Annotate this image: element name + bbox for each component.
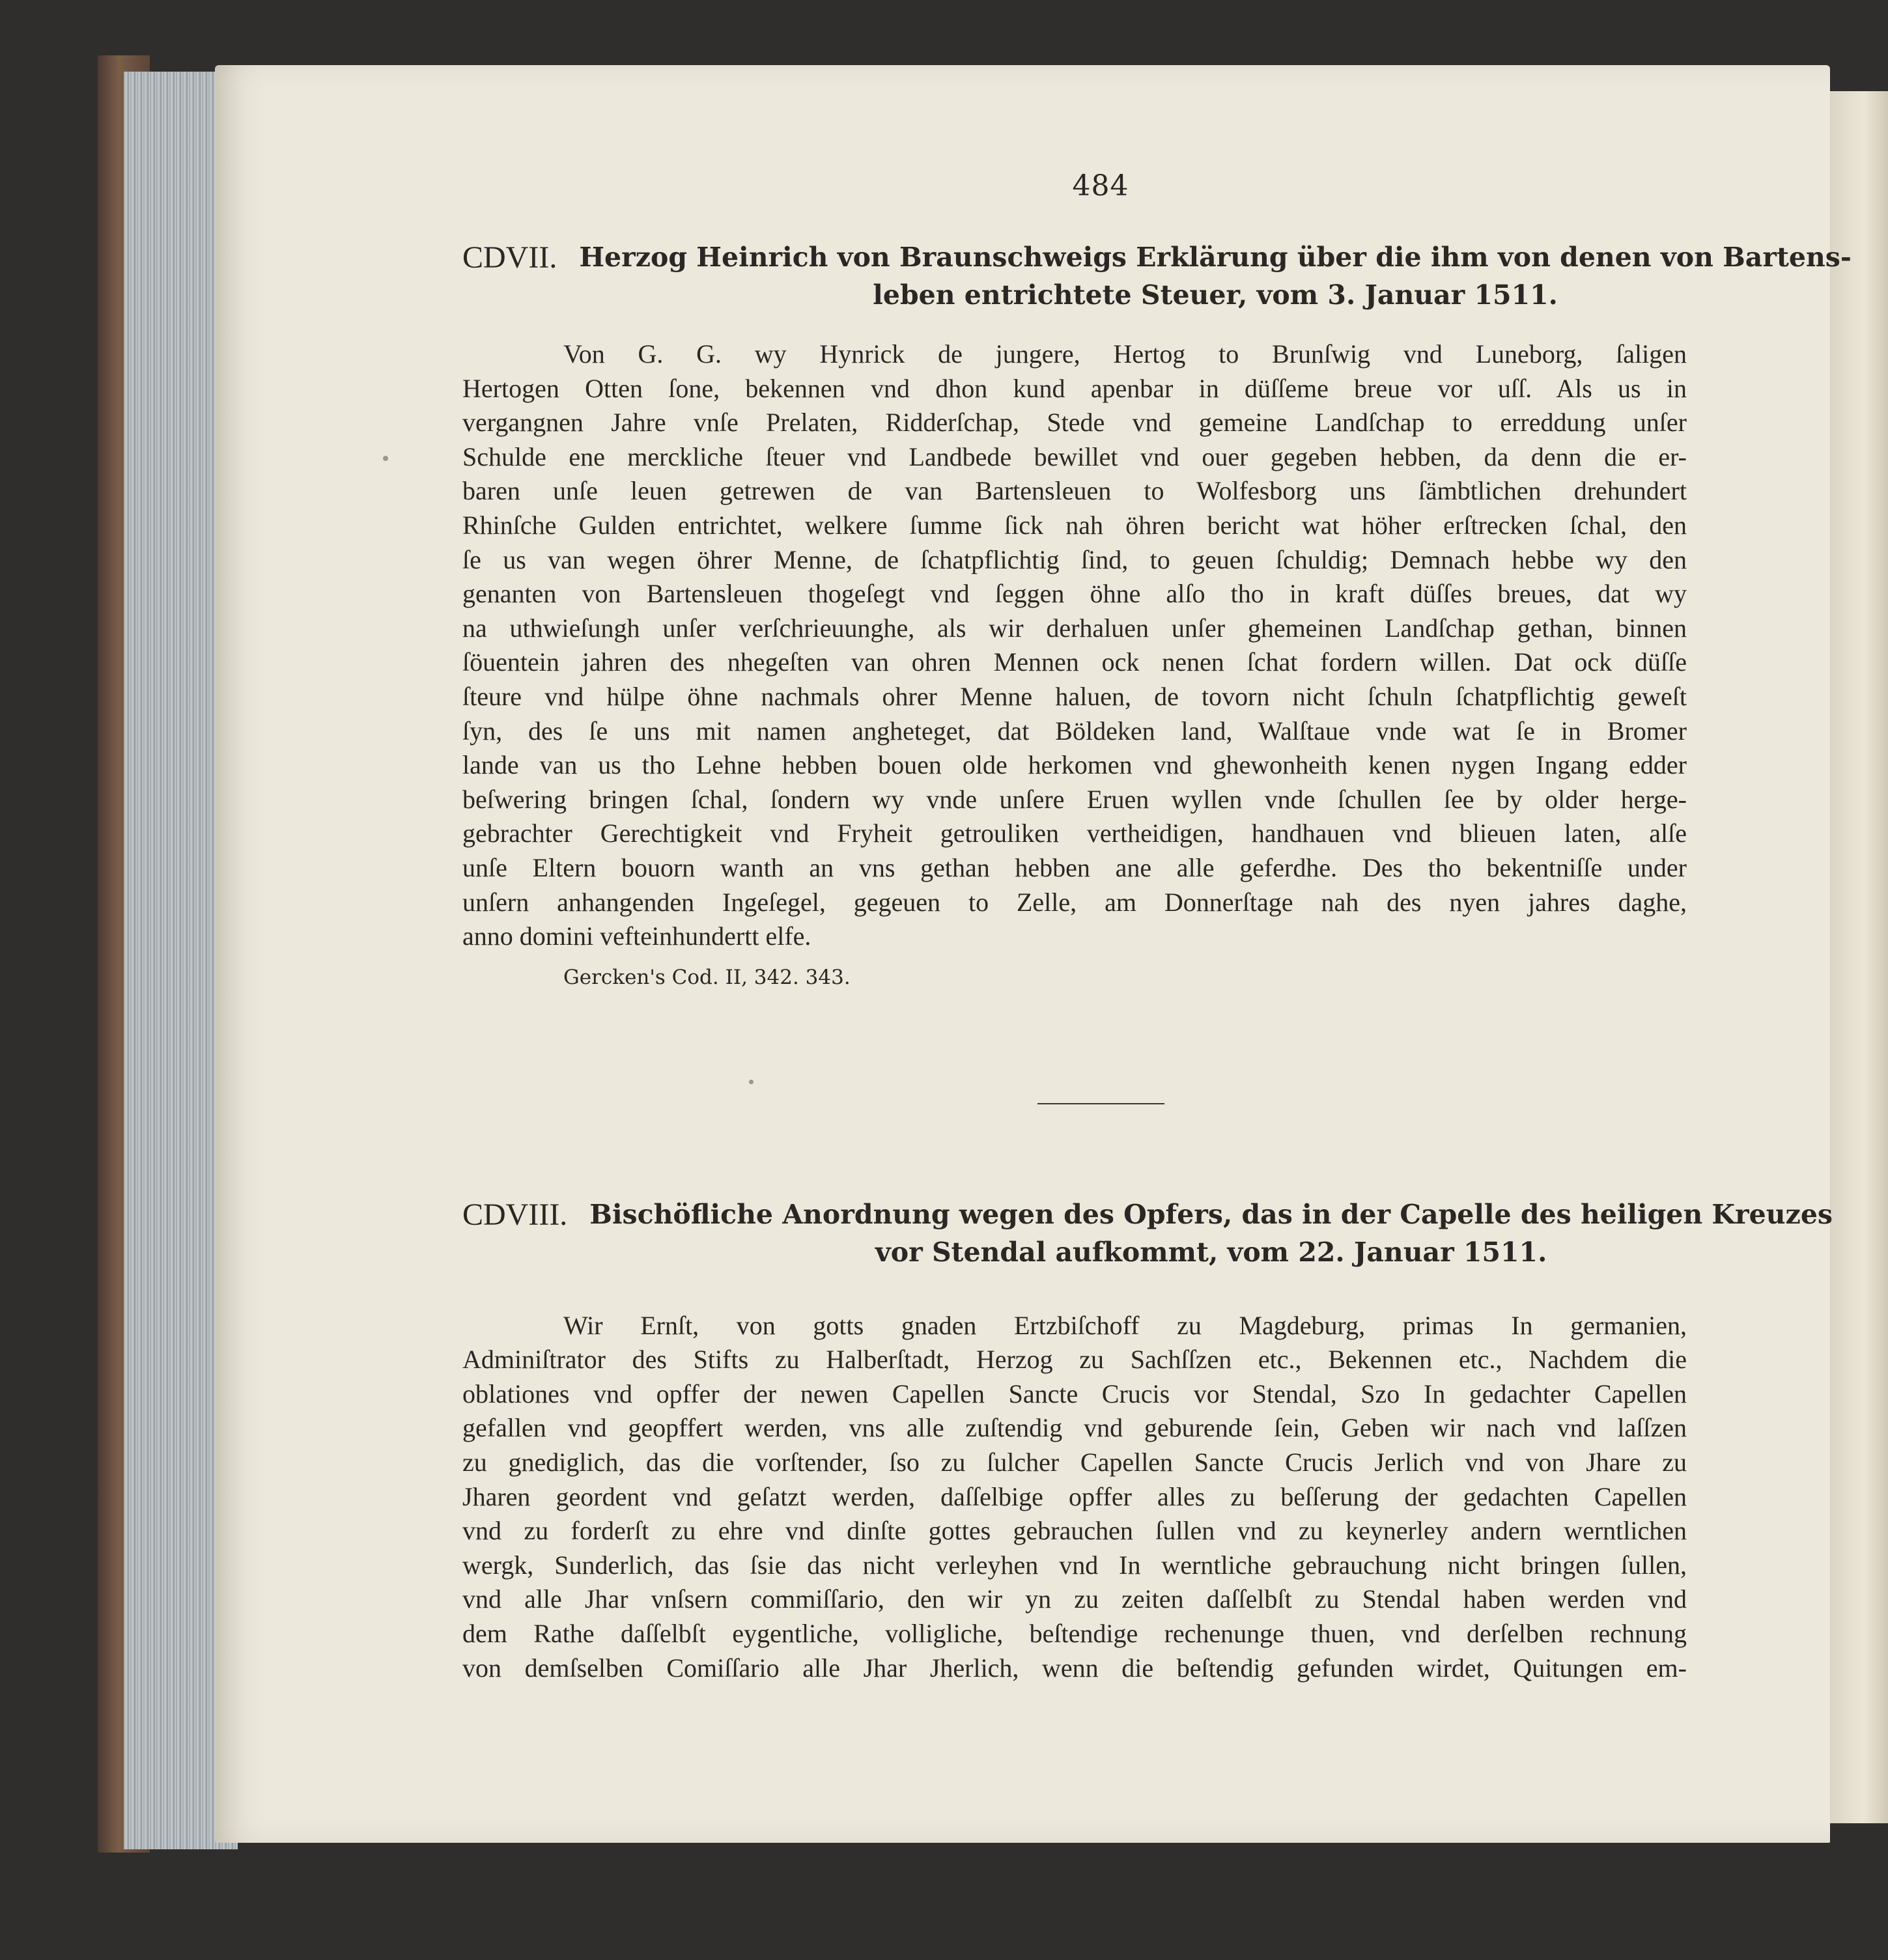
text-line: von demſselben Comiſſario alle Jhar Jherlich, wenn die beſtendig gefunden wirdet, Quitungen em- (462, 1653, 1687, 1683)
text-line: genanten von Bartensleuen thogeſegt vnd ſeggen öhne alſo tho in kraft düſſes breues, dat wy (462, 579, 1687, 609)
document-title (579, 238, 1852, 314)
facing-page-edge (1827, 91, 1888, 1823)
text-line: unſe Eltern bouorn wanth an vns gethan hebben ane alle geferdhe. Des tho bekentniſſe under (462, 852, 1687, 882)
title-line: Bischöfliche Anordnung wegen des Opfers, das in der Capelle des heiligen Kreuzes (589, 1198, 1833, 1230)
text-line: Hertogen Otten ſone, bekennen vnd dhon kund apenbar in düſſeme breue vor uſſ. Als us in (462, 373, 1687, 403)
document-body (462, 1309, 1687, 1686)
text-line: vnd zu forderſt zu ehre vnd dinſte gottes gebrauchen ſullen vnd zu keynerley andern werntlichen (462, 1516, 1687, 1546)
text-line: zu gnediglich, das die vorſtender, ſso zu ſulcher Capellen Sancte Crucis Jerlich vnd von Jhare zu (462, 1448, 1687, 1477)
text-line: beſwering bringen ſchal, ſondern wy vnde unſere Eruen wyllen vnde ſchullen ſee by older herge- (462, 784, 1687, 814)
document-number: CDVII. (462, 240, 557, 275)
text-line: oblationes vnd opffer der newen Capellen Sancte Crucis vor Stendal, Szo In gedachter Capellen (462, 1379, 1687, 1408)
text-line: Jharen geordent vnd geſatzt werden, daſſelbige opffer alles zu beſſerung der gedachten Capellen (462, 1481, 1687, 1511)
document-body (462, 337, 1687, 954)
text-line: Wir Ernſt, von gotts gnaden Ertzbiſchoff zu Magdeburg, primas In germanien, (563, 1310, 1687, 1340)
section-divider (1037, 1103, 1164, 1104)
text-line: Schulde ene merckliche ſteuer vnd Landbede bewillet vnd ouer gegeben hebben, da denn die er- (462, 441, 1687, 471)
document-number: CDVIII. (462, 1197, 568, 1232)
text-line: ſe us van wegen öhrer Menne, de ſchatpflichtig ſind, to geuen ſchuldig; Demnach hebbe wy den (462, 544, 1687, 574)
text-line: wergk, Sunderlich, das ſsie das nicht verleyhen vnd In werntliche gebrauchung nicht bringen ſullen, (462, 1550, 1687, 1580)
text-line: Von G. G. wy Hynrick de jungere, Hertog to Brunſwig vnd Luneborg, ſaligen (563, 339, 1687, 369)
text-line: Adminiſtrator des Stifts zu Halberſtadt, Herzog zu Sachſſzen etc., Bekennen etc., Nachdem die (462, 1345, 1687, 1375)
text-line: ſöuentein jahren des nhegeſten van ohren Mennen ock nenen ſchat fordern willen. Dat ock düſſe (462, 647, 1687, 677)
document-heading (462, 1196, 1833, 1271)
text-line: dem Rathe daſſelbſt eygentliche, volligliche, beſtendige rechenunge thuen, vnd derſelben rechnung (462, 1619, 1687, 1649)
paper-speck (749, 1080, 754, 1084)
document-cdviii (462, 1196, 1833, 1686)
page-number: 484 (1072, 169, 1129, 203)
text-line: na uthwieſungh unſer verſchrieuunghe, als wir derhaluen unſer ghemeinen Landſchap gethan, binnen (462, 613, 1687, 643)
text-line: ſyn, des ſe uns mit namen angheteget, dat Böldeken land, Walſtaue vnde wat ſe in Bromer (462, 716, 1687, 746)
title-line: vor Stendal aufkommt, vom 22. Januar 1511. (875, 1236, 1547, 1268)
text-line: anno domini vefteinhundertt elfe. (462, 921, 811, 951)
text-line: baren unſe leuen getrewen de van Bartensleuen to Wolfesborg uns ſämbtlichen drehundert (462, 476, 1687, 506)
title-line: Herzog Heinrich von Braunschweigs Erklärung über die ihm von denen von Bartens- (579, 242, 1852, 273)
text-line: lande van us tho Lehne hebben bouen olde herkomen vnd ghewonheith kenen nygen Ingang edder (462, 750, 1687, 780)
document-heading (462, 238, 1852, 314)
text-line: vnd alle Jhar vnſsern commiſſario, den wir yn zu zeiten daſſelbſt zu Stendal haben werden vnd (462, 1584, 1687, 1614)
text-line: gebrachter Gerechtigkeit vnd Fryheit getrouliken vertheidigen, handhauen vnd blieuen laten, alſe (462, 819, 1687, 848)
paper-speck (383, 456, 388, 461)
text-line: unſern anhangenden Ingeſegel, gegeuen to Zelle, am Donnerſtage nah des nyen jahres daghe, (462, 887, 1687, 917)
title-line: leben entrichtete Steuer, vom 3. Januar 1511. (873, 279, 1558, 311)
document-cdvii (462, 238, 1852, 989)
source-citation: Gercken's Cod. II, 342. 343. (563, 965, 851, 989)
text-line: vergangnen Jahre vnſe Prelaten, Ridderſchap, Stede vnd gemeine Landſchap to erreddung unſer (462, 408, 1687, 438)
text-line: gefallen vnd geopffert werden, vns alle zuſtendig vnd geburende ſein, Geben wir nach vnd laſſzen (462, 1413, 1687, 1443)
page-text (462, 169, 1852, 1685)
text-line: Rhinſche Gulden entrichtet, welkere ſumme ſick nah öhren bericht wat höher erſtrecken ſchal, den (462, 510, 1687, 540)
text-line: ſteure vnd hülpe öhne nachmals ohrer Menne haluen, de tovorn nicht ſchuln ſchatpflichtig geweſt (462, 681, 1687, 711)
document-title (589, 1196, 1833, 1271)
